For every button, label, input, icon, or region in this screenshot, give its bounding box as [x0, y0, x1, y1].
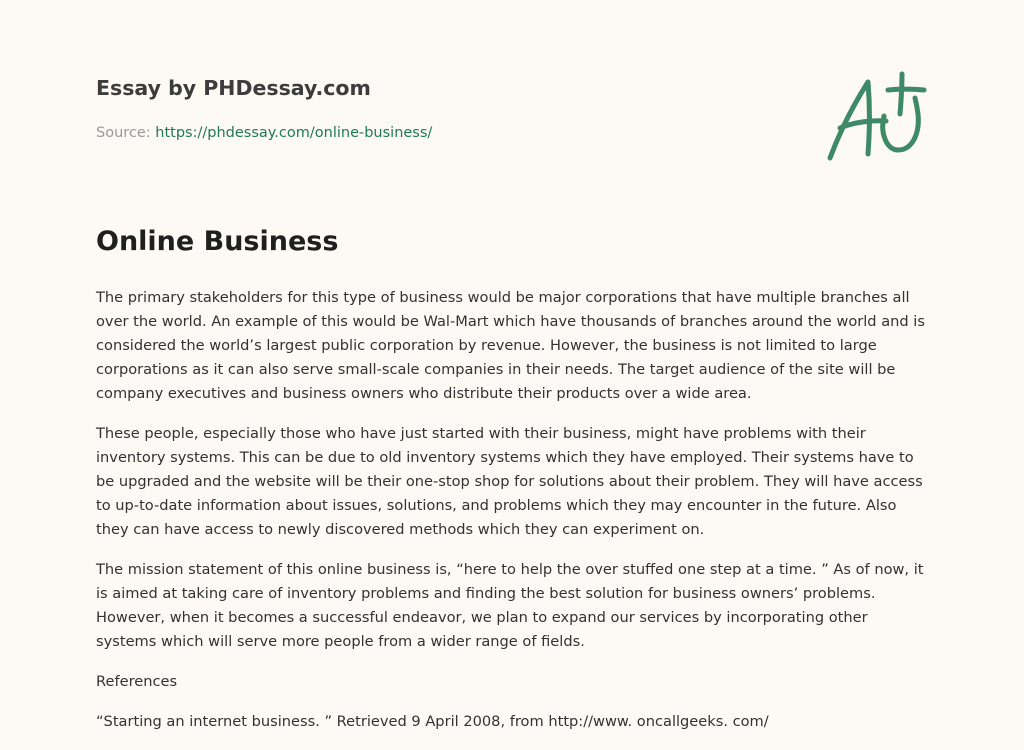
reference-item: “Starting an internet business. ” Retrieved 9 April 2008, from http://www. oncallgeeks. com/ — [96, 713, 769, 730]
plus-vertical-stroke — [900, 74, 902, 114]
essay-paragraph-3: The mission statement of this online business is, “here to help the over stuffed one step at a time. ” As of now, it is aimed at taking care of inventory problems and finding the best solution for business owners’ problems. However, when it becomes a successful endeavor, we plan to expand our services by incorporating other systems which will serve more people from a wider range of fields. — [96, 561, 924, 650]
a-plus-grade-icon — [820, 66, 930, 166]
site-title: Essay by PHDessay.com — [96, 76, 371, 100]
essay-body — [96, 286, 928, 750]
a-plus-logo-svg — [820, 66, 930, 166]
essay-title: Online Business — [96, 226, 339, 257]
essay-paragraph-1: The primary stakeholders for this type of business would be major corporations that have multiple branches all over the world. An example of this would be Wal-Mart which have thousands of branches around the world and is considered the world’s largest public corporation by revenue. However, the business is not limited to large corporations as it can also serve small-scale companies in their needs. The target audience of the site will be company executives and business owners who distribute their products over a wide area. — [96, 289, 925, 402]
references-heading: References — [96, 673, 178, 690]
source-link[interactable]: https://phdessay.com/online-business/ — [155, 125, 433, 141]
source-line — [96, 125, 432, 141]
essay-paragraph-2: These people, especially those who have just started with their business, might have problems with their inventory systems. This can be due to old inventory systems which they have employed. Their systems have to be upgraded and the website will be their one-stop shop for solutions about their problem. They will have access to up-to-date information about issues, solutions, and problems which they may encounter in the future. Also they can have access to newly discovered methods which they can experiment on. — [96, 425, 923, 538]
plus-horizontal-stroke — [888, 89, 924, 90]
source-label: Source: — [96, 125, 151, 141]
